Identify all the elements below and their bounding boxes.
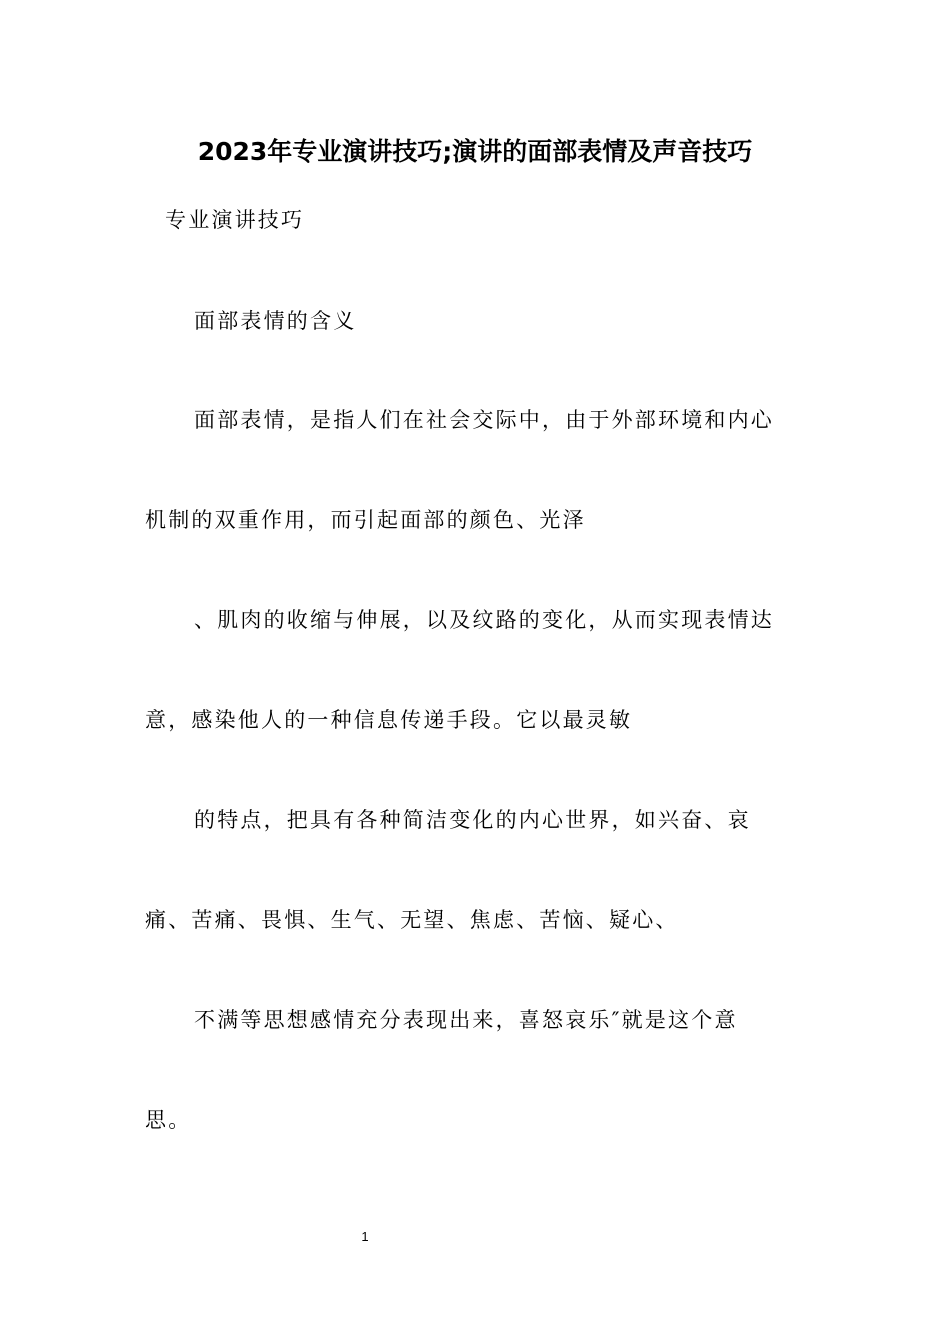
paragraph-line: 面部表情，是指人们在社会交际中，由于外部环境和内心: [194, 408, 774, 432]
paragraph-line: 思。: [145, 1108, 192, 1132]
paragraph-line: 痛、苦痛、畏惧、生气、无望、焦虑、苦恼、疑心、: [145, 908, 679, 932]
paragraph-line: 不满等思想感情充分表现出来，喜怒哀乐″就是这个意: [194, 1008, 738, 1032]
paragraph-line: 机制的双重作用，而引起面部的颜色、光泽: [145, 508, 586, 532]
subsection-heading: 面部表情的含义: [194, 309, 357, 333]
section-heading: 专业演讲技巧: [165, 208, 305, 232]
page-number: 1: [361, 1229, 369, 1244]
document-title: 2023年专业演讲技巧;演讲的面部表情及声音技巧: [197, 137, 753, 166]
paragraph-line: 、肌肉的收缩与伸展，以及纹路的变化，从而实现表情达: [194, 608, 774, 632]
paragraph-line: 意，感染他人的一种信息传递手段。它以最灵敏: [145, 708, 633, 732]
paragraph-line: 的特点，把具有各种简洁变化的内心世界，如兴奋、哀: [194, 808, 751, 832]
